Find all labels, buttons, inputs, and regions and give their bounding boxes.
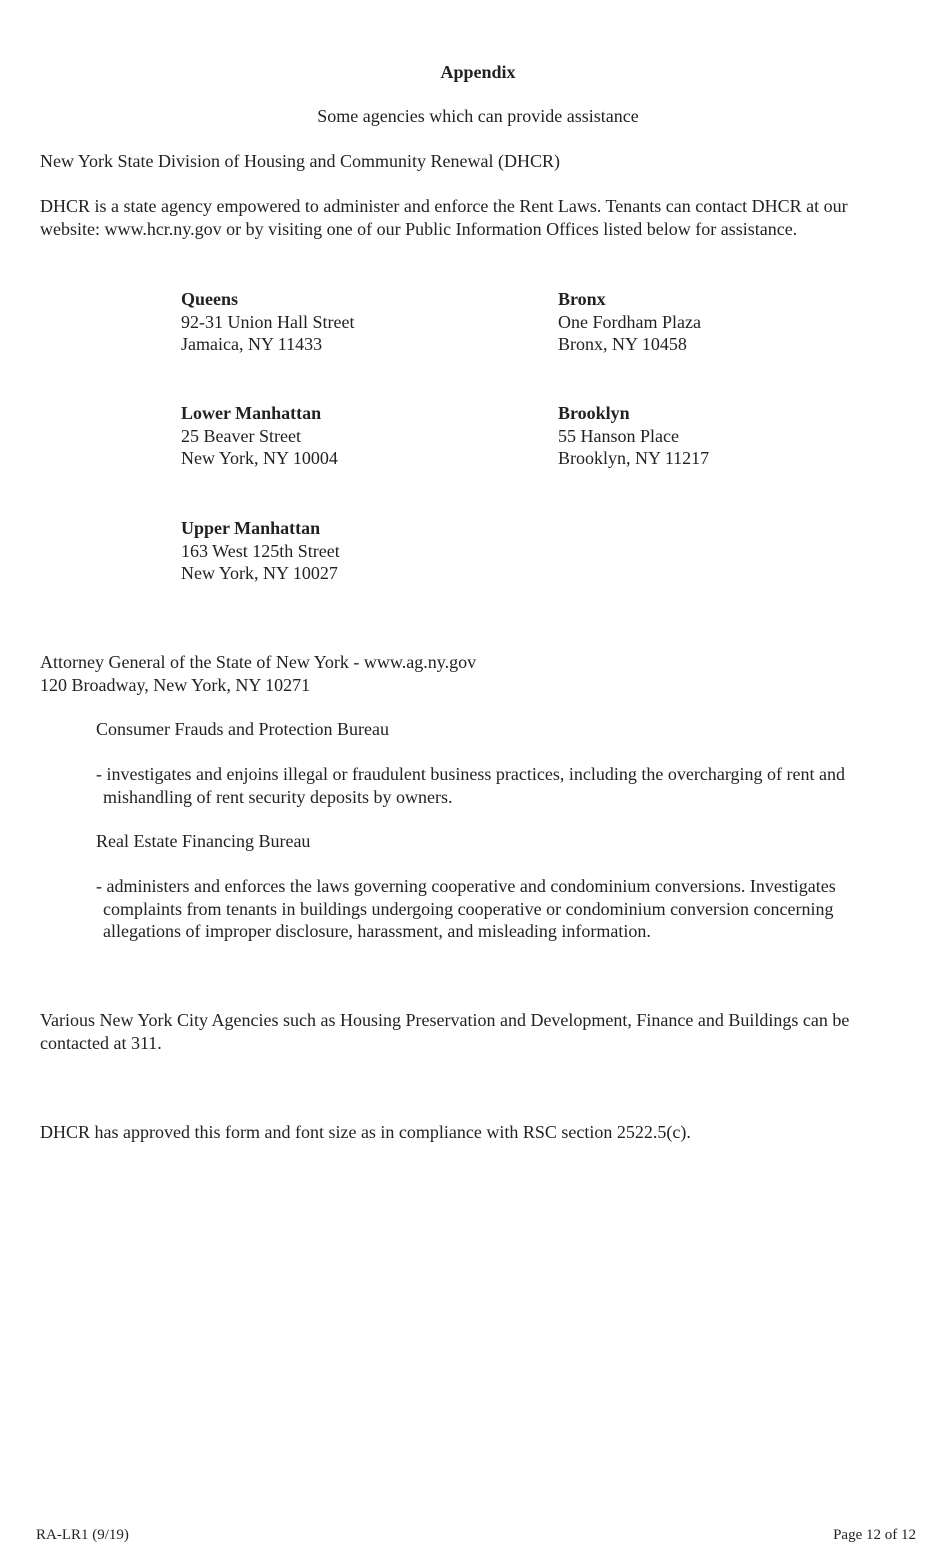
office-street: 163 West 125th Street xyxy=(181,540,340,561)
office-city: New York, NY 10004 xyxy=(181,448,338,468)
bureau-name-real-estate-financing: Real Estate Financing Bureau xyxy=(96,831,311,851)
dhcr-name: New York State Division of Housing and Community Renewal (DHCR) xyxy=(40,151,560,171)
bureau-description-consumer-frauds: - investigates and enjoins illegal or fraudulent business practices, including the overcharging of rent and mishandling of rent security deposits by owners. xyxy=(96,764,845,807)
attorney-general-heading: Attorney General of the State of New York - www.ag.ny.gov xyxy=(40,652,477,672)
bureau-description-real-estate-financing: - administers and enforces the laws governing cooperative and condominium conversions. Investigates complaints from tenants in buildings undergoing cooperative or condominium conversion concerning allegations of improper disclosure, harassment, and misleading information. xyxy=(96,876,836,941)
office-name: Queens xyxy=(181,289,239,309)
office-street: 92-31 Union Hall Street xyxy=(181,311,355,332)
office-bronx xyxy=(558,288,858,356)
dhcr-description: DHCR is a state agency empowered to administer and enforce the Rent Laws. Tenants can contact DHCR at our website: www.hcr.ny.gov or by visiting one of our Public Information Offices listed below for assistance. xyxy=(40,196,848,239)
form-id: RA-LR1 (9/19) xyxy=(36,1527,129,1543)
office-street: One Fordham Plaza xyxy=(558,311,701,332)
attorney-general-address: 120 Broadway, New York, NY 10271 xyxy=(40,675,311,695)
office-brooklyn xyxy=(558,402,858,470)
page-number: Page 12 of 12 xyxy=(833,1527,916,1543)
office-name: Brooklyn xyxy=(558,403,630,423)
office-city: Jamaica, NY 11433 xyxy=(181,334,323,354)
office-city: New York, NY 10027 xyxy=(181,563,338,583)
office-name: Upper Manhattan xyxy=(181,518,321,538)
compliance-text: DHCR has approved this form and font size as in compliance with RSC section 2522.5(c). xyxy=(40,1122,691,1142)
office-name: Bronx xyxy=(558,289,606,309)
office-street: 55 Hanson Place xyxy=(558,425,679,446)
office-lower-manhattan xyxy=(181,402,481,470)
appendix-title: Appendix xyxy=(440,62,516,82)
nyc-agencies-text: Various New York City Agencies such as Housing Preservation and Development, Finance and Buildings can be contacted at 311. xyxy=(40,1010,850,1053)
office-city: Brooklyn, NY 11217 xyxy=(558,448,710,468)
office-name: Lower Manhattan xyxy=(181,403,322,423)
bureau-name-consumer-frauds: Consumer Frauds and Protection Bureau xyxy=(96,719,389,739)
appendix-subtitle: Some agencies which can provide assistance xyxy=(317,106,639,126)
office-street: 25 Beaver Street xyxy=(181,425,301,446)
office-queens xyxy=(181,288,481,356)
office-city: Bronx, NY 10458 xyxy=(558,334,687,354)
office-upper-manhattan xyxy=(181,517,481,585)
